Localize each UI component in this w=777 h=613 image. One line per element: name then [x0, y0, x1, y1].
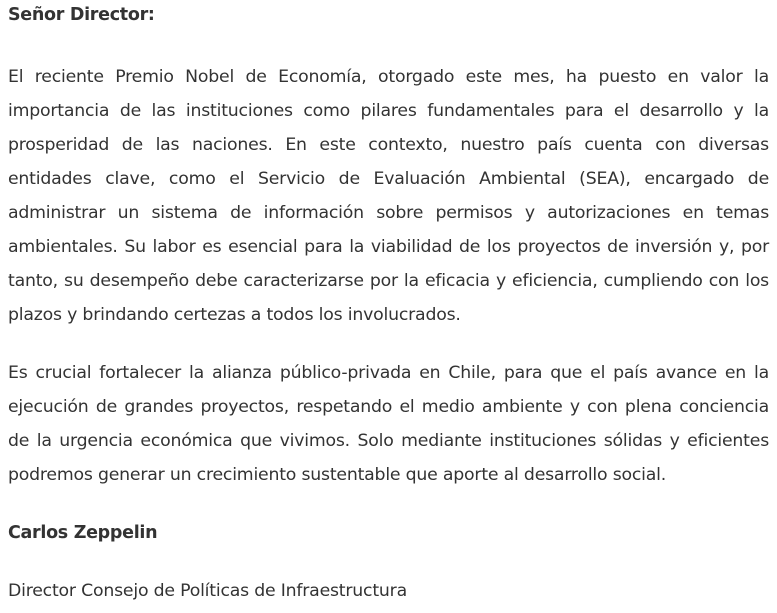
letter-body: [8, 0, 769, 608]
paragraph-public-private-alliance: Es crucial fortalecer la alianza público-privada en Chile, para que el país avance en la ejecución de grandes proyectos, respetando el medio ambiente y con plena conciencia de la urgencia económica que vivimos. Solo mediante instituciones sólidas y eficientes podremos generar un crecimiento sustentable que aporte al desarrollo social.: [8, 363, 769, 485]
signer-title: Director Consejo de Políticas de Infraestructura: [8, 581, 407, 601]
paragraph-nobel-institutions: El reciente Premio Nobel de Economía, otorgado este mes, ha puesto en valor la importancia de las instituciones como pilares fundamentales para el desarrollo y la prosperidad de las naciones. En este contexto, nuestro país cuenta con diversas entidades clave, como el Servicio de Evaluación Ambiental (SEA), encargado de administrar un sistema de información sobre permisos y autorizaciones en temas ambientales. Su labor es esencial para la viabilidad de los proyectos de inversión y, por tanto, su desempeño debe caracterizarse por la eficacia y eficiencia, cumpliendo con los plazos y brindando certezas a todos los involucrados.: [8, 67, 769, 325]
salutation: Señor Director:: [8, 5, 155, 25]
signer-name: Carlos Zeppelin: [8, 523, 158, 543]
